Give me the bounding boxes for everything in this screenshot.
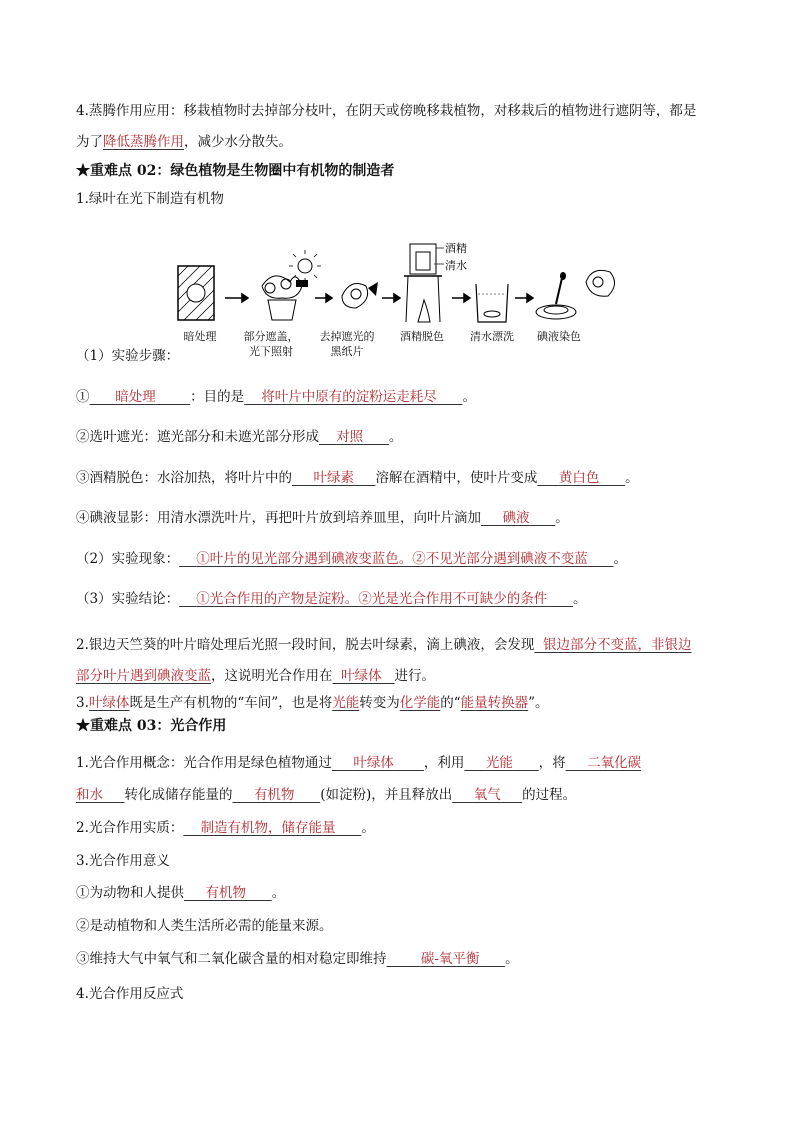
- answer-chloroplast-2: 叶绿体: [88, 695, 130, 711]
- dark-treatment-icon: [178, 266, 214, 320]
- answer-co2: 二氧化碳: [587, 755, 642, 771]
- para-transpiration-2: 为了降低蒸腾作用，减少水分散失。: [76, 134, 292, 150]
- answer-energy-converter: 能量转换器: [460, 695, 529, 711]
- section-leaf-experiment: 1.绿叶在光下制造有机物: [76, 191, 224, 207]
- partial-cover-plant-icon: [262, 250, 321, 320]
- caption-partial-cover: 部分遮盖， 光下照射: [243, 330, 299, 358]
- water-bath-icon: [404, 244, 444, 322]
- caption-remove-paper: 去掉遮光的 黑纸片: [319, 330, 375, 358]
- significance-title: 3.光合作用意义: [76, 853, 170, 869]
- answer-oxygen: 氧气: [473, 787, 501, 803]
- answer-yellowish-white: 黄白色: [558, 470, 600, 486]
- iodine-staining-icon: [536, 270, 615, 319]
- heading-key-point-02: ★重难点 02：绿色植物是生物圈中有机物的制造者: [76, 163, 395, 179]
- answer-phenomenon: ①叶片的见光部分遇到碘液变蓝色。②不见光部分遇到碘液不变蓝: [196, 551, 588, 567]
- answer-chemical-energy: 化学能: [399, 695, 441, 711]
- significance-2: ②是动植物和人类生活所必需的能量来源。: [76, 918, 333, 934]
- answer-silver-edge: 银边部分不变蓝，非银边: [542, 637, 692, 653]
- significance-1: ①为动物和人提供 有机物 。: [76, 885, 286, 901]
- significance-3: ③维持大气中氧气和二氧化碳含量的相对稳定即维持 碳-氧平衡 。: [76, 951, 519, 967]
- para-silver-edge-2: 部分叶片遇到碘液变蓝，这说明光合作用在 叶绿体 进行。: [76, 668, 435, 684]
- concept-line-1: 1.光合作用概念：光合作用是绿色植物通过 叶绿体 ，利用 光能 ，将 二氧化碳: [76, 755, 642, 771]
- answer-chlorophyll: 叶绿素: [313, 470, 354, 486]
- answer-iodine: 碘液: [502, 510, 530, 526]
- rinse-beaker-icon: [476, 284, 508, 322]
- phenomenon: （2）实验现象： ①叶片的见光部分遇到碘液变蓝色。②不见光部分遇到碘液不变蓝 。: [76, 551, 628, 567]
- answer-water: 和水: [76, 787, 103, 803]
- answer-reduce-transpiration: 降低蒸腾作用: [103, 134, 184, 150]
- answer-chloroplast-1: 叶绿体: [341, 668, 382, 684]
- experiment-figure: [170, 238, 630, 328]
- concept-line-2: 和水 转化成储存能量的 有机物 (如淀粉)，并且释放出 氧气 的过程。: [76, 787, 577, 803]
- answer-leaf-blue: 部分叶片遇到碘液变蓝: [76, 668, 211, 684]
- para-chloroplast: 3.叶绿体既是生产有机物的“车间”，也是将光能转变为化学能的“能量转换器”。: [76, 695, 549, 711]
- answer-starch-depleted: 将叶片中原有的淀粉运走耗尽: [261, 389, 437, 405]
- step-1-dark-treatment: ① 暗处理 ：目的是 将叶片中原有的淀粉运走耗尽 。: [76, 389, 477, 405]
- answer-light-energy-2: 光能: [485, 755, 513, 771]
- answer-conclusion: ①光合作用的产物是淀粉。②光是光合作用不可缺少的条件: [196, 591, 548, 607]
- step-2-shading: ②选叶遮光：遮光部分和未遮光部分形成 对照 。: [76, 429, 403, 445]
- caption-alcohol-decolor: 酒精脱色: [400, 330, 444, 343]
- label-water: 清水: [445, 259, 467, 272]
- answer-organic-matter-2: 有机物: [205, 885, 246, 901]
- step-3-alcohol: ③酒精脱色：水浴加热，将叶片中的 叶绿素 溶解在酒精中，使叶片变成 黄白色 。: [76, 470, 639, 486]
- label-alcohol: 酒精: [445, 242, 467, 255]
- answer-light-energy: 光能: [332, 695, 360, 711]
- heading-key-point-03: ★重难点 03：光合作用: [76, 718, 227, 734]
- caption-dark-treatment: 暗处理: [183, 330, 217, 343]
- leaf-removal-icon: [342, 282, 378, 308]
- steps-title: （1）实验步骤：: [76, 348, 180, 364]
- step-4-iodine: ④碘液显影：用清水漂洗叶片，再把叶片放到培养皿里，向叶片滴加 碘液 。: [76, 510, 569, 526]
- answer-essence: 制造有机物，储存能量: [200, 820, 336, 836]
- answer-dark-treatment: 暗处理: [115, 389, 156, 405]
- para-transpiration-1: 4.蒸腾作用应用：移栽植物时去掉部分枝叶，在阴天或傍晚移栽植物，对移栽后的植物进行遮阴等，都是: [76, 103, 697, 119]
- answer-organic-matter: 有机物: [253, 787, 295, 803]
- answer-chloroplast-3: 叶绿体: [353, 755, 394, 771]
- caption-iodine-stain: 碘液染色: [537, 330, 581, 343]
- conclusion: （3）实验结论： ①光合作用的产物是淀粉。②光是光合作用不可缺少的条件 。: [76, 591, 587, 607]
- reaction-formula-title: 4.光合作用反应式: [76, 986, 184, 1002]
- answer-control: 对照: [336, 429, 364, 445]
- answer-carbon-oxygen-balance: 碳-氧平衡: [420, 951, 480, 967]
- essence: 2.光合作用实质： 制造有机物，储存能量 。: [76, 820, 375, 836]
- para-silver-edge-1: 2.银边天竺葵的叶片暗处理后光照一段时间，脱去叶绿素，滴上碘液，会发现 银边部分不变蓝，非银边: [76, 637, 692, 653]
- caption-water-rinse: 清水漂洗: [470, 330, 514, 343]
